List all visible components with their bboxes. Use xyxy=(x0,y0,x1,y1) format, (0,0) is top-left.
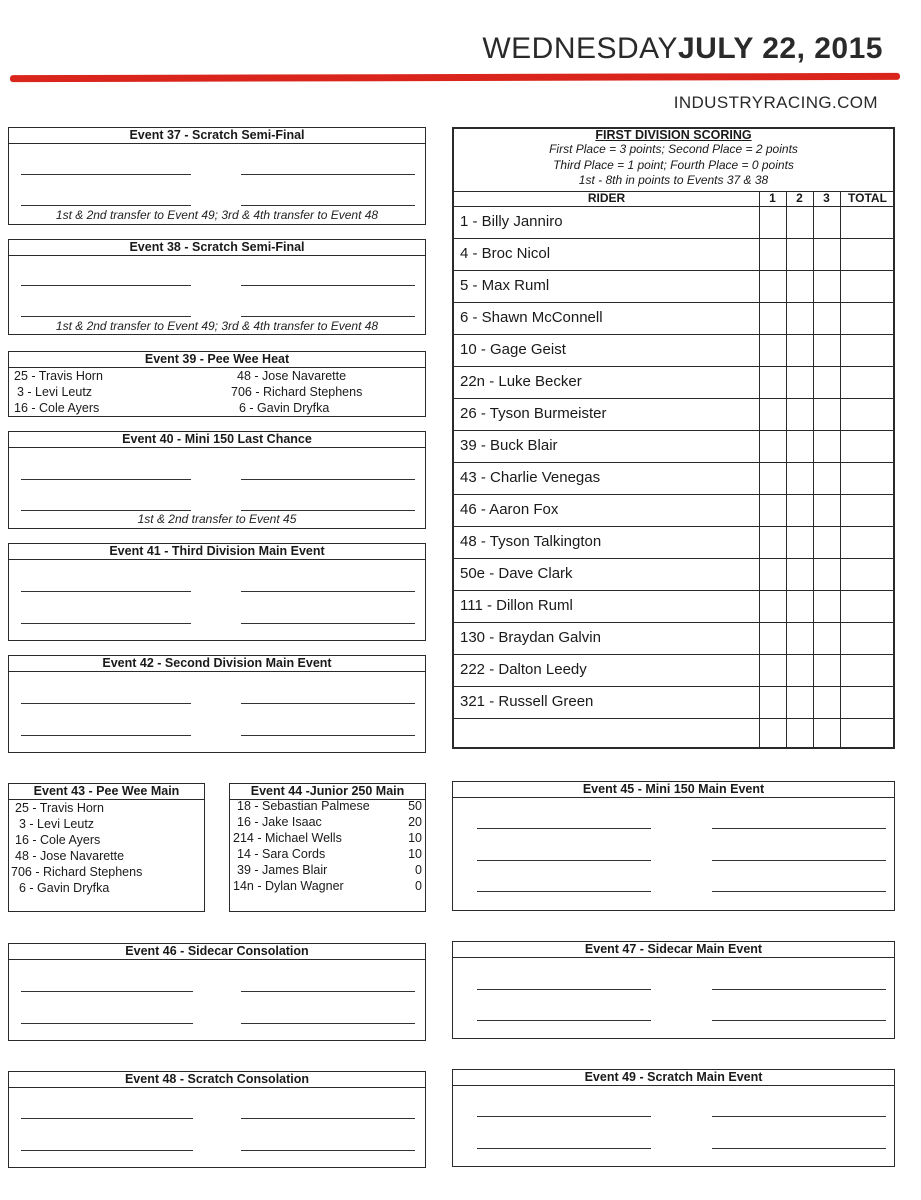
result-line xyxy=(477,1020,651,1021)
result-line xyxy=(241,991,415,992)
column-header-1: 1 xyxy=(769,191,776,205)
row-divider xyxy=(454,718,893,719)
transfer-note: 1st & 2nd transfer to Event 49; 3rd & 4th transfer to Event 48 xyxy=(55,208,379,222)
result-line xyxy=(712,1148,886,1149)
points-value: 0 xyxy=(415,879,422,893)
event-45-box xyxy=(452,781,895,911)
result-line xyxy=(241,1150,415,1151)
result-line xyxy=(477,828,651,829)
scoring-title: FIRST DIVISION SCORING xyxy=(595,128,752,142)
event-title: Event 48 - Scratch Consolation xyxy=(9,1072,425,1088)
result-line xyxy=(712,891,886,892)
points-value: 50 xyxy=(408,799,422,813)
event-title: Event 43 - Pee Wee Main xyxy=(9,784,204,800)
page-date xyxy=(482,32,883,66)
scoring-rule-1: First Place = 3 points; Second Place = 2 points xyxy=(549,142,798,156)
list-item: 48 - Jose Navarette xyxy=(237,369,347,383)
scoring-rule-2: Third Place = 1 point; Fourth Place = 0 points xyxy=(553,157,794,172)
list-item: 18 - Sebastian Palmese xyxy=(237,799,370,813)
entry-list xyxy=(11,800,143,896)
header-red-rule xyxy=(10,73,900,82)
list-item: 16 - Cole Ayers xyxy=(15,833,101,847)
points-value: 10 xyxy=(408,831,422,845)
day-of-week: WEDNESDAY xyxy=(482,32,678,65)
list-item: 14 - Sara Cords xyxy=(237,847,326,861)
column-divider xyxy=(786,191,787,747)
event-title: Event 38 - Scratch Semi-Final xyxy=(9,240,425,256)
scoring-rule-3: 1st - 8th in points to Events 37 & 38 xyxy=(578,173,769,187)
column-header-total: TOTAL xyxy=(848,191,887,205)
result-line xyxy=(477,1116,651,1117)
result-line xyxy=(21,703,191,704)
points-value: 20 xyxy=(408,815,422,829)
event-46-box xyxy=(8,943,426,1041)
event-44-box xyxy=(229,783,426,912)
event-title: Event 39 - Pee Wee Heat xyxy=(9,352,425,368)
result-line xyxy=(477,989,651,990)
event-38-box xyxy=(8,239,426,335)
rider-name: 50e - Dave Clark xyxy=(460,565,573,582)
result-line xyxy=(21,174,191,175)
event-title: Event 41 - Third Division Main Event xyxy=(9,544,425,560)
points-value: 0 xyxy=(415,863,422,877)
scoring-header xyxy=(454,129,893,192)
result-line xyxy=(712,989,886,990)
list-item: 25 - Travis Horn xyxy=(14,369,103,383)
event-title: Event 44 -Junior 250 Main xyxy=(230,784,425,800)
rider-name: 10 - Gage Geist xyxy=(460,341,566,358)
transfer-note: 1st & 2nd transfer to Event 49; 3rd & 4th transfer to Event 48 xyxy=(55,319,379,333)
result-line xyxy=(241,479,415,480)
website: INDUSTRYRACING.COM xyxy=(673,93,878,112)
event-title: Event 40 - Mini 150 Last Chance xyxy=(9,432,425,448)
event-40-box xyxy=(8,431,426,529)
event-48-box xyxy=(8,1071,426,1168)
rider-name: 46 - Aaron Fox xyxy=(460,501,559,518)
event-title: Event 49 - Scratch Main Event xyxy=(453,1070,894,1086)
result-line xyxy=(21,205,191,206)
list-item: 706 - Richard Stephens xyxy=(231,385,363,399)
result-line xyxy=(241,623,415,624)
rider-name: 222 - Dalton Leedy xyxy=(460,661,587,678)
list-item: 6 - Gavin Dryfka xyxy=(19,881,110,895)
result-line xyxy=(21,510,191,511)
rider-name: 22n - Luke Becker xyxy=(460,373,582,390)
result-line xyxy=(241,735,415,736)
column-divider xyxy=(813,191,814,747)
rider-name: 5 - Max Ruml xyxy=(460,277,550,294)
column-divider xyxy=(759,191,760,747)
result-line xyxy=(712,1116,886,1117)
event-title: Event 46 - Sidecar Consolation xyxy=(9,944,425,960)
result-line xyxy=(241,591,415,592)
rider-name: 26 - Tyson Burmeister xyxy=(460,405,607,422)
column-header-rider: RIDER xyxy=(587,191,626,205)
result-line xyxy=(21,1150,193,1151)
rider-name: 43 - Charlie Venegas xyxy=(460,469,601,486)
result-line xyxy=(241,1118,415,1119)
result-line xyxy=(477,1148,651,1149)
result-line xyxy=(477,860,651,861)
result-line xyxy=(21,285,191,286)
rider-name: 111 - Dillon Ruml xyxy=(460,597,573,614)
result-line xyxy=(241,205,415,206)
result-line xyxy=(21,591,191,592)
column-divider xyxy=(840,191,841,747)
list-item: 25 - Travis Horn xyxy=(15,801,104,815)
result-line xyxy=(21,1023,193,1024)
transfer-note: 1st & 2nd transfer to Event 45 xyxy=(137,512,297,526)
entry-list-right xyxy=(231,368,362,416)
event-47-box xyxy=(452,941,895,1039)
list-item: 706 - Richard Stephens xyxy=(11,865,143,879)
result-line xyxy=(21,991,193,992)
rider-name: 4 - Broc Nicol xyxy=(460,245,551,262)
event-39-box xyxy=(8,351,426,417)
result-line xyxy=(21,735,191,736)
rider-name: 39 - Buck Blair xyxy=(460,437,558,454)
list-item: 214 - Michael Wells xyxy=(233,831,342,845)
event-37-box xyxy=(8,127,426,225)
month-day-year: JULY 22, 2015 xyxy=(677,32,883,65)
rider-name: 1 - Billy Janniro xyxy=(460,213,563,230)
list-item: 16 - Cole Ayers xyxy=(14,401,100,415)
rider-name: 130 - Braydan Galvin xyxy=(460,629,601,646)
event-49-box xyxy=(452,1069,895,1167)
column-header-2: 2 xyxy=(796,191,803,205)
event-title: Event 37 - Scratch Semi-Final xyxy=(9,128,425,144)
result-line xyxy=(21,479,191,480)
event-title: Event 42 - Second Division Main Event xyxy=(9,656,425,672)
result-line xyxy=(241,703,415,704)
entry-list-left xyxy=(14,368,103,416)
event-41-box xyxy=(8,543,426,641)
result-line xyxy=(241,316,415,317)
list-item: 39 - James Blair xyxy=(237,863,328,877)
first-division-scoring-table xyxy=(452,127,895,749)
rider-name: 6 - Shawn McConnell xyxy=(460,309,603,326)
entry-list xyxy=(233,798,370,894)
list-item: 48 - Jose Navarette xyxy=(15,849,125,863)
event-title: Event 45 - Mini 150 Main Event xyxy=(453,782,894,798)
result-line xyxy=(21,623,191,624)
event-43-box xyxy=(8,783,205,912)
result-line xyxy=(712,860,886,861)
list-item: 16 - Jake Isaac xyxy=(237,815,322,829)
result-line xyxy=(477,891,651,892)
points-list xyxy=(408,798,422,894)
rider-name: 321 - Russell Green xyxy=(460,693,594,710)
result-line xyxy=(241,285,415,286)
list-item: 6 - Gavin Dryfka xyxy=(239,401,330,415)
rider-name: 48 - Tyson Talkington xyxy=(460,533,602,550)
result-line xyxy=(21,1118,193,1119)
result-line xyxy=(712,828,886,829)
points-value: 10 xyxy=(408,847,422,861)
result-line xyxy=(21,316,191,317)
column-header-3: 3 xyxy=(823,191,830,205)
result-line xyxy=(241,1023,415,1024)
event-42-box xyxy=(8,655,426,753)
result-line xyxy=(241,174,415,175)
list-item: 3 - Levi Leutz xyxy=(19,817,95,831)
list-item: 3 - Levi Leutz xyxy=(17,385,93,399)
event-title: Event 47 - Sidecar Main Event xyxy=(453,942,894,958)
list-item: 14n - Dylan Wagner xyxy=(233,879,344,893)
result-line xyxy=(712,1020,886,1021)
result-line xyxy=(241,510,415,511)
